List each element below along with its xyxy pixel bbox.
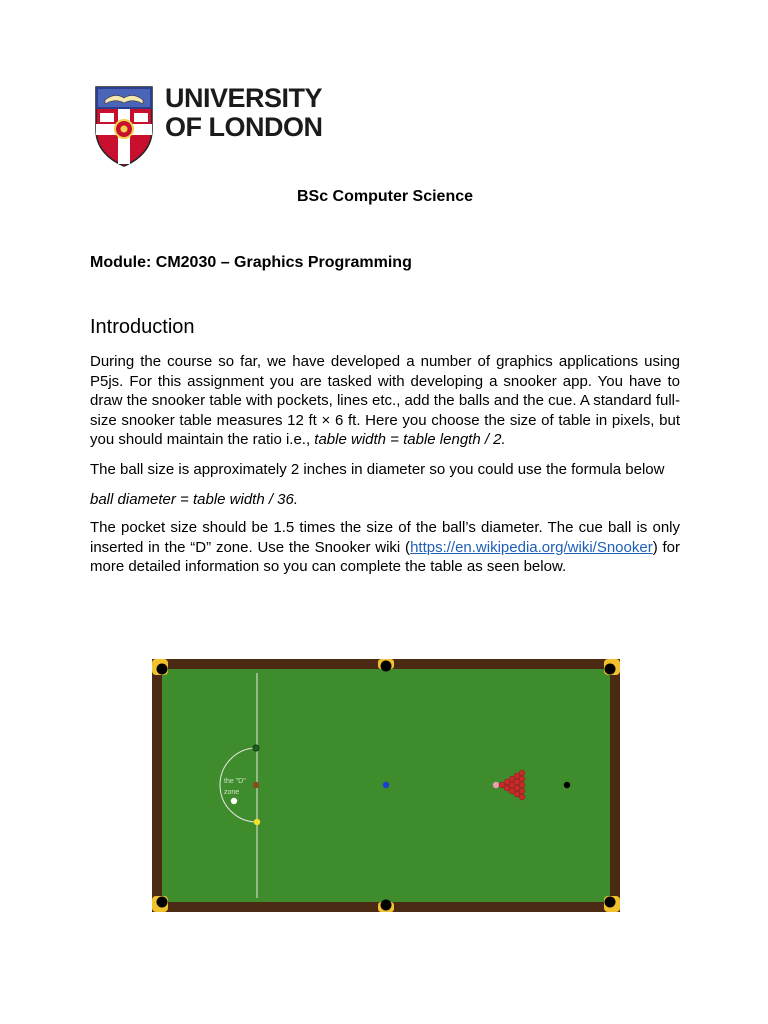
- brown-ball: [253, 782, 259, 788]
- pocket-top-middle: [381, 661, 392, 672]
- red-ball: [519, 770, 525, 776]
- pink-ball: [493, 782, 499, 788]
- snooker-table-figure: [150, 655, 622, 915]
- pocket-top-left: [157, 664, 168, 675]
- pocket-text-after: ) for more detailed information so you can complete the table as seen below.: [90, 538, 680, 575]
- ball-size-paragraph: The ball size is approximately 2 inches in diameter so you could use the formula below: [90, 461, 665, 478]
- pocket-bottom-right: [605, 897, 616, 908]
- crest-icon: [93, 84, 155, 168]
- intro-text: During the course so far, we have developed a number of graphics applications using P5js. For this assignment you are tasked with developing a snooker app. You have to draw the snooker table with pockets, lines etc., add the balls and the cue. A standard full-size snooker table measures 12 ft × 6 ft. Here you choose the size of table in pixels, but you should maintain the ratio i.e.,: [90, 353, 680, 448]
- intro-paragraph: [90, 352, 680, 450]
- red-ball: [519, 782, 525, 788]
- yellow-ball: [254, 819, 260, 825]
- blue-ball: [383, 782, 389, 788]
- section-heading: Introduction: [90, 316, 195, 338]
- red-ball: [519, 776, 525, 782]
- programme-title: BSc Computer Science: [296, 188, 474, 205]
- module-title: Module: CM2030 – Graphics Programming: [90, 254, 412, 271]
- ball-diameter-formula: ball diameter = table width / 36.: [90, 491, 299, 508]
- snooker-wiki-link[interactable]: https://en.wikipedia.org/wiki/Snooker: [410, 538, 653, 556]
- pocket-text-before: The pocket size should be 1.5 times the size of the ball’s diameter. The cue ball is only inserted in the “D” zone. Use the Snooker wiki (: [90, 519, 680, 556]
- ratio-formula: table width = table length / 2.: [314, 431, 506, 448]
- red-ball: [519, 794, 525, 800]
- logo-line-1: UNIVERSITY: [165, 83, 323, 113]
- black-ball: [564, 782, 570, 788]
- logo-wordmark: [165, 84, 323, 142]
- pocket-bottom-middle: [381, 900, 392, 911]
- university-logo: [93, 84, 333, 168]
- pocket-top-right: [605, 664, 616, 675]
- pocket-bottom-left: [157, 897, 168, 908]
- logo-line-2: OF LONDON: [165, 112, 323, 142]
- red-ball: [519, 788, 525, 794]
- cue-ball: [231, 798, 237, 804]
- d-zone-label-1: the "D": [224, 778, 246, 785]
- d-zone-label-2: zone: [224, 789, 240, 796]
- green-ball: [253, 745, 259, 751]
- pocket-paragraph: [90, 518, 680, 577]
